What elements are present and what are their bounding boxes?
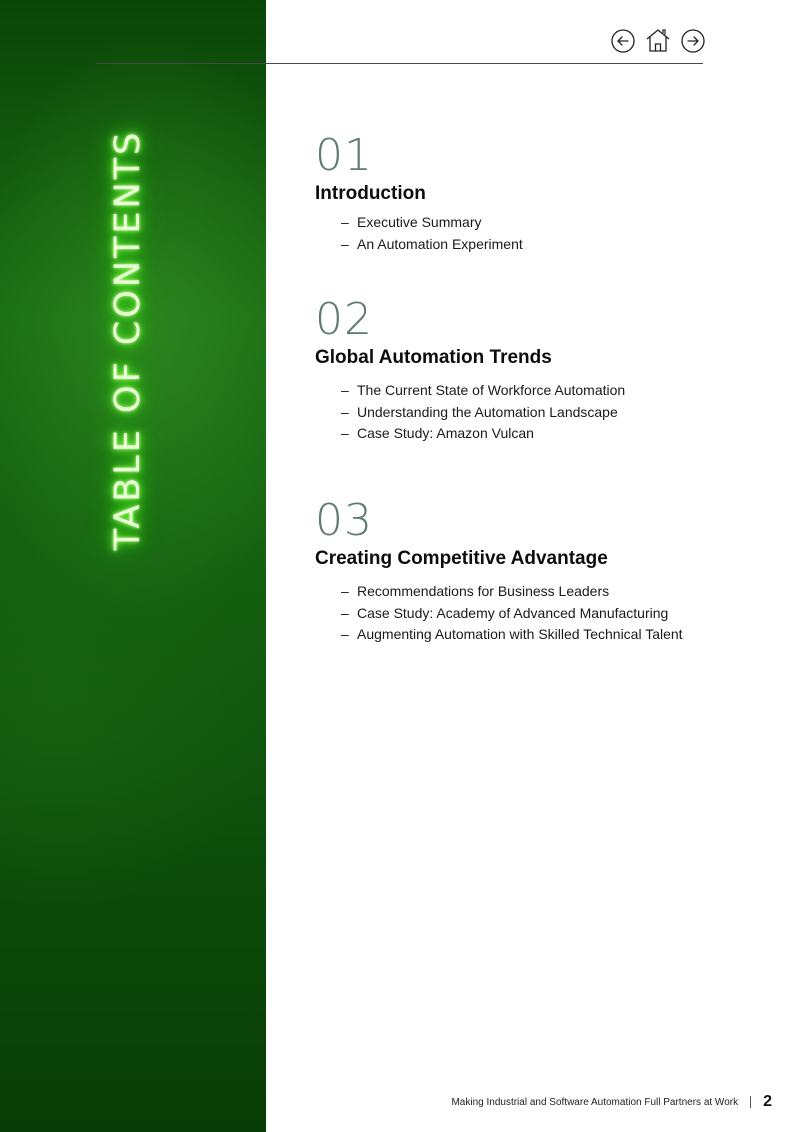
section-number: 03	[315, 495, 373, 546]
toc-heading: TABLE OF CONTENTS	[108, 129, 148, 551]
section-number: 01	[315, 130, 373, 181]
prev-page-button[interactable]	[610, 28, 636, 54]
toc-item[interactable]: – Case Study: Amazon Vulcan	[341, 425, 534, 441]
next-page-button[interactable]	[680, 28, 706, 54]
toc-item[interactable]: – The Current State of Workforce Automation	[341, 382, 626, 398]
arrow-right-circle-icon	[680, 28, 706, 54]
side-panel	[0, 0, 266, 1132]
toc-item[interactable]: – Recommendations for Business Leaders	[341, 583, 610, 599]
footer-title: Making Industrial and Software Automation Full Partners at Work	[451, 1096, 739, 1108]
section-number: 02	[315, 294, 373, 345]
section-item-list	[315, 380, 775, 445]
arrow-left-circle-icon	[610, 28, 636, 54]
header-divider	[96, 63, 703, 64]
toc-section-competitive-advantage	[315, 497, 775, 646]
section-item-list	[315, 212, 775, 255]
home-icon	[644, 26, 672, 54]
section-title[interactable]: Introduction	[315, 183, 426, 204]
section-item-list	[315, 581, 775, 646]
toc-item[interactable]: – Understanding the Automation Landscape	[341, 403, 618, 420]
toc-item[interactable]: – Case Study: Academy of Advanced Manufacturing	[341, 604, 669, 621]
toc-item[interactable]: – Executive Summary	[341, 214, 482, 230]
toc-item[interactable]: – An Automation Experiment	[341, 235, 523, 252]
section-title[interactable]: Global Automation Trends	[315, 347, 552, 368]
section-title[interactable]: Creating Competitive Advantage	[315, 548, 608, 569]
toc-section-global-trends	[315, 296, 775, 445]
page-footer	[451, 1092, 772, 1112]
toc-section-introduction	[315, 132, 775, 255]
toc-item[interactable]: – Augmenting Automation with Skilled Technical Talent	[341, 626, 683, 642]
home-button[interactable]	[644, 26, 672, 54]
page-number: 2	[763, 1093, 772, 1110]
footer-separator	[750, 1096, 751, 1108]
